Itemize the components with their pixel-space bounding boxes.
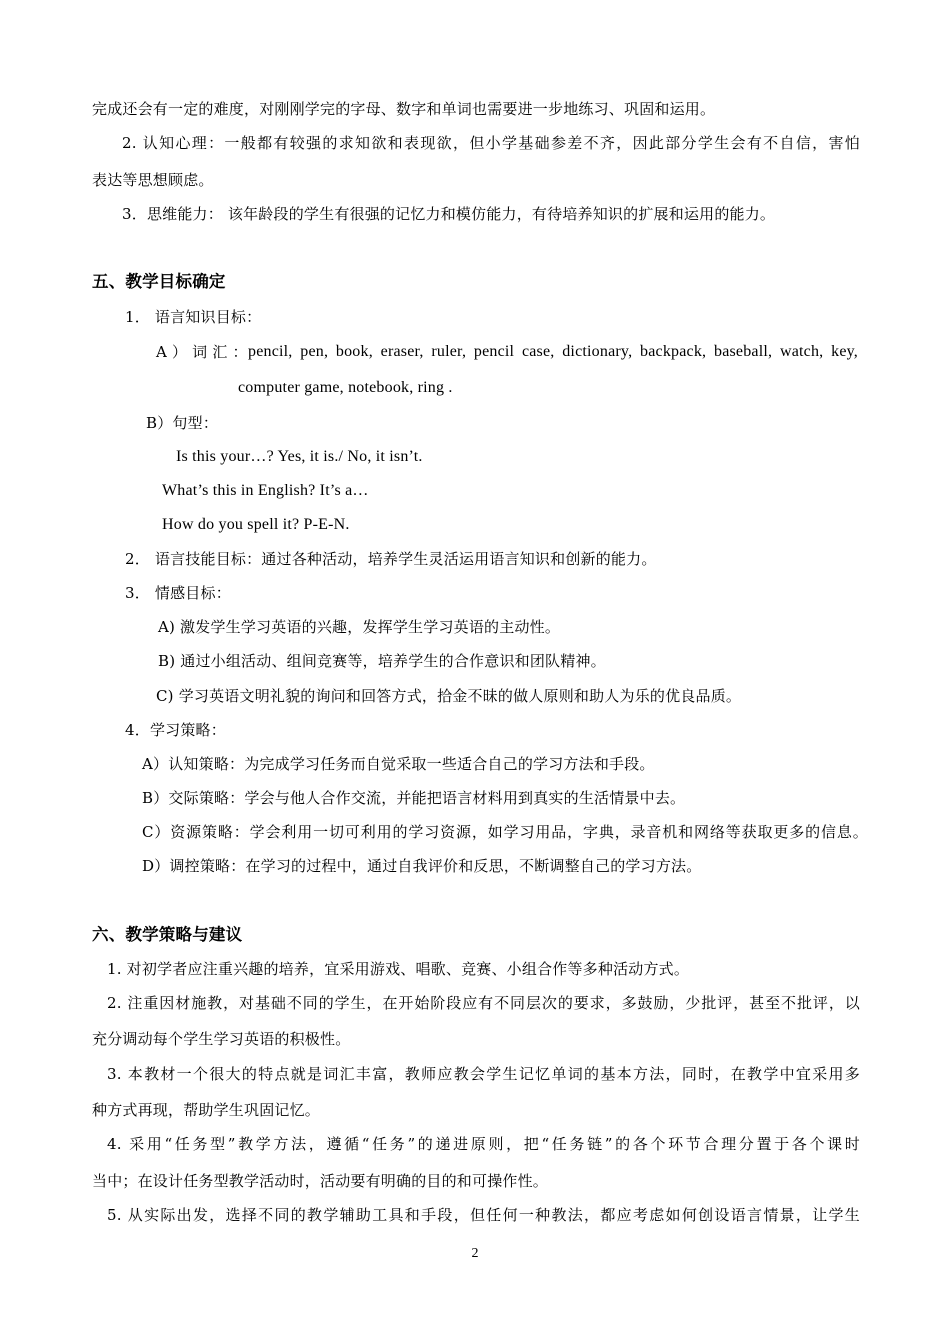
sentence-pattern: How do you spell it? P-E-N.: [162, 516, 350, 533]
sentence-pattern: What’s this in English? It’s a…: [162, 482, 369, 499]
section-heading: 六、教学策略与建议: [92, 925, 243, 944]
strategy-item: A）认知策略：为完成学习任务而自觉采取一些适合自己的学习方法和手段。: [142, 755, 655, 773]
vocab-list: computer game, notebook, ring .: [238, 379, 453, 396]
paragraph-line: 3．思维能力： 该年龄段的学生有很强的记忆力和模仿能力，有待培养知识的扩展和运用的能力。: [122, 205, 776, 223]
goal-item: 4．学习策略：: [125, 721, 226, 739]
emotion-goal: C) 学习英语文明礼貌的询问和回答方式，拾金不昧的做人原则和助人为乐的优良品质。: [156, 687, 742, 705]
page-number: 2: [471, 1246, 479, 1261]
paragraph-line: 3. 本教材一个很大的特点就是词汇丰富，教师应教会学生记忆单词的基本方法，同时，在教学中宜采用多: [107, 1065, 860, 1083]
strategy-item: D）调控策略：在学习的过程中，通过自我评价和反思，不断调整自己的学习方法。: [142, 857, 702, 875]
paragraph-line: 表达等思想顾虑。: [92, 171, 214, 189]
paragraph-line: 1. 对初学者应注重兴趣的培养，宜采用游戏、唱歌、竞赛、小组合作等多种活动方式。: [107, 960, 690, 978]
strategy-item: B）交际策略：学会与他人合作交流，并能把语言材料用到真实的生活情景中去。: [142, 789, 686, 807]
pattern-label: B）句型：: [146, 414, 219, 432]
paragraph-line: 2. 认知心理：一般都有较强的求知欲和表现欲，但小学基础参差不齐，因此部分学生会有不自信，害怕: [122, 134, 860, 152]
sentence-pattern: Is this your…? Yes, it is./ No, it isn’t.: [176, 448, 423, 465]
goal-item: 2． 语言技能目标：通过各种活动，培养学生灵活运用语言知识和创新的能力。: [125, 550, 657, 568]
paragraph-line: 4. 采用“任务型”教学方法，遵循“任务”的递进原则，把“任务链”的各个环节合理分置于各个课时: [107, 1135, 860, 1153]
vocab-label: A ） 词 汇 ：: [156, 343, 248, 361]
paragraph-line: 充分调动每个学生学习英语的积极性。: [92, 1030, 351, 1048]
section-heading: 五、教学目标确定: [92, 272, 226, 291]
paragraph-line: 种方式再现，帮助学生巩固记忆。: [92, 1101, 321, 1119]
strategy-item: C）资源策略：学会利用一切可利用的学习资源，如学习用品，字典，录音机和网络等获取更多的信息。: [142, 823, 868, 841]
goal-item: 1． 语言知识目标：: [125, 308, 262, 326]
goal-item: 3． 情感目标：: [125, 584, 231, 602]
paragraph-line: 2. 注重因材施教，对基础不同的学生，在开始阶段应有不同层次的要求，多鼓励，少批评，甚至不批评，以: [107, 994, 860, 1012]
paragraph-line: 当中；在设计任务型教学活动时，活动要有明确的目的和可操作性。: [92, 1172, 549, 1190]
vocab-list: pencil, pen, book, eraser, ruler, pencil case, dictionary, backpack, baseball, watch, key,: [248, 343, 858, 360]
emotion-goal: A) 激发学生学习英语的兴趣，发挥学生学习英语的主动性。: [158, 618, 561, 636]
paragraph-line: 5. 从实际出发，选择不同的教学辅助工具和手段，但任何一种教法，都应考虑如何创设语言情景，让学生: [107, 1206, 860, 1224]
paragraph-line: 完成还会有一定的难度，对刚刚学完的字母、数字和单词也需要进一步地练习、巩固和运用。: [92, 100, 716, 118]
emotion-goal: B) 通过小组活动、组间竞赛等，培养学生的合作意识和团队精神。: [158, 652, 606, 670]
